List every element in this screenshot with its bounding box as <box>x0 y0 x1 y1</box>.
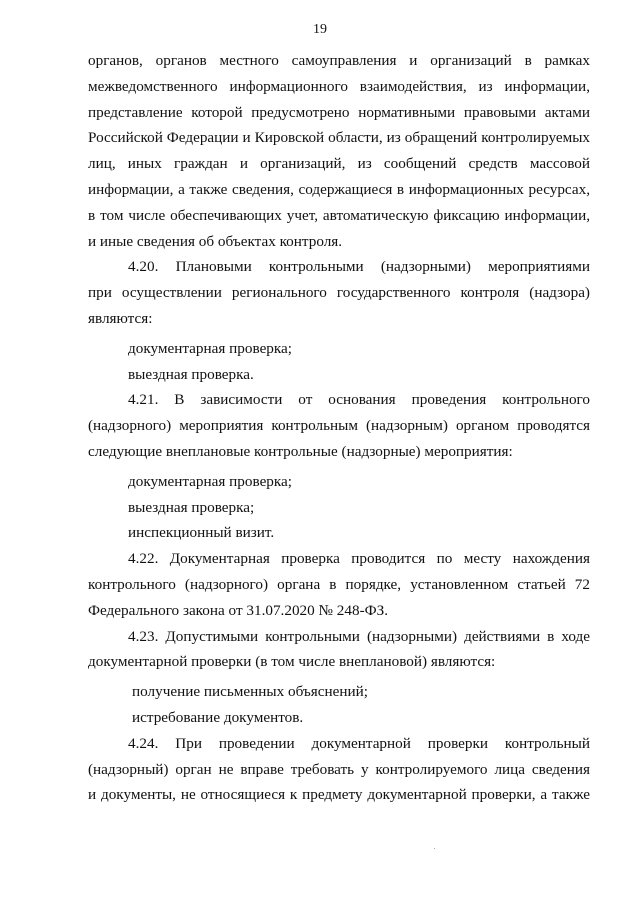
list-item: документарная проверка; <box>128 339 293 357</box>
text-line: являются: <box>88 309 153 327</box>
paragraph-4-20 <box>88 254 590 331</box>
list-4-23 <box>88 679 590 731</box>
text-line: при осуществлении регионального государственного контроля (надзора) <box>88 284 590 302</box>
text-line: контрольного (надзорного) органа в порядке, установленном статьей 72 <box>88 575 590 593</box>
list-item: выездная проверка; <box>128 498 255 516</box>
text-line: представление которой предусмотрено нормативными правовыми актами <box>88 103 590 121</box>
list-item: выездная проверка. <box>128 365 254 383</box>
text-line: 4.24. При проведении документарной проверки контрольный <box>128 734 590 752</box>
text-line: 4.22. Документарная проверка проводится по месту нахождения <box>128 550 590 568</box>
text-line: и иные сведения об объектах контроля. <box>88 232 343 250</box>
paragraph-4-21 <box>88 387 590 464</box>
list-item: инспекционный визит. <box>128 524 275 542</box>
text-line: информации, а также сведения, содержащиеся в информационных ресурсах, <box>88 180 590 198</box>
text-line: Российской Федерации и Кировской области, из обращений контролируемых <box>88 129 590 147</box>
text-line: межведомственного информационного взаимодействия, из информации, <box>88 77 590 95</box>
list-item: документарная проверка; <box>128 472 293 490</box>
page-number: 19 <box>313 22 327 37</box>
text-line: Федерального закона от 31.07.2020 № 248-ФЗ. <box>88 601 389 619</box>
text-line: лиц, иных граждан и организаций, из сообщений средств массовой <box>88 155 590 173</box>
paragraph-4-24 <box>88 731 590 808</box>
list-item: получение письменных объяснений; <box>132 683 368 701</box>
text-line: в том числе обеспечивающих учет, автоматическую фиксацию информации, <box>88 206 590 224</box>
list-item: истребование документов. <box>132 708 304 726</box>
document-body <box>88 48 590 808</box>
text-line: и документы, не относящиеся к предмету документарной проверки, а также <box>88 786 590 804</box>
paragraph-4-23 <box>88 624 590 676</box>
paragraph-continuation <box>88 48 590 254</box>
text-line: (надзорный) орган не вправе требовать у контролируемого лица сведения <box>88 760 590 778</box>
text-line: (надзорного) мероприятия контрольным (надзорным) органом проводятся <box>88 417 590 435</box>
paragraph-4-22 <box>88 546 590 623</box>
text-line: следующие внеплановые контрольные (надзорные) мероприятия: <box>88 442 513 460</box>
text-line: 4.20. Плановыми контрольными (надзорными) мероприятиями <box>128 258 590 276</box>
text-line: документарной проверки (в том числе внеплановой) являются: <box>88 653 496 671</box>
scan-speck <box>434 848 435 849</box>
list-4-20 <box>88 336 590 388</box>
list-4-21 <box>88 469 590 546</box>
text-line: 4.21. В зависимости от основания проведения контрольного <box>128 391 590 409</box>
text-line: органов, органов местного самоуправления и организаций в рамках <box>88 52 590 69</box>
text-line: 4.23. Допустимыми контрольными (надзорными) действиями в ходе <box>128 627 590 645</box>
